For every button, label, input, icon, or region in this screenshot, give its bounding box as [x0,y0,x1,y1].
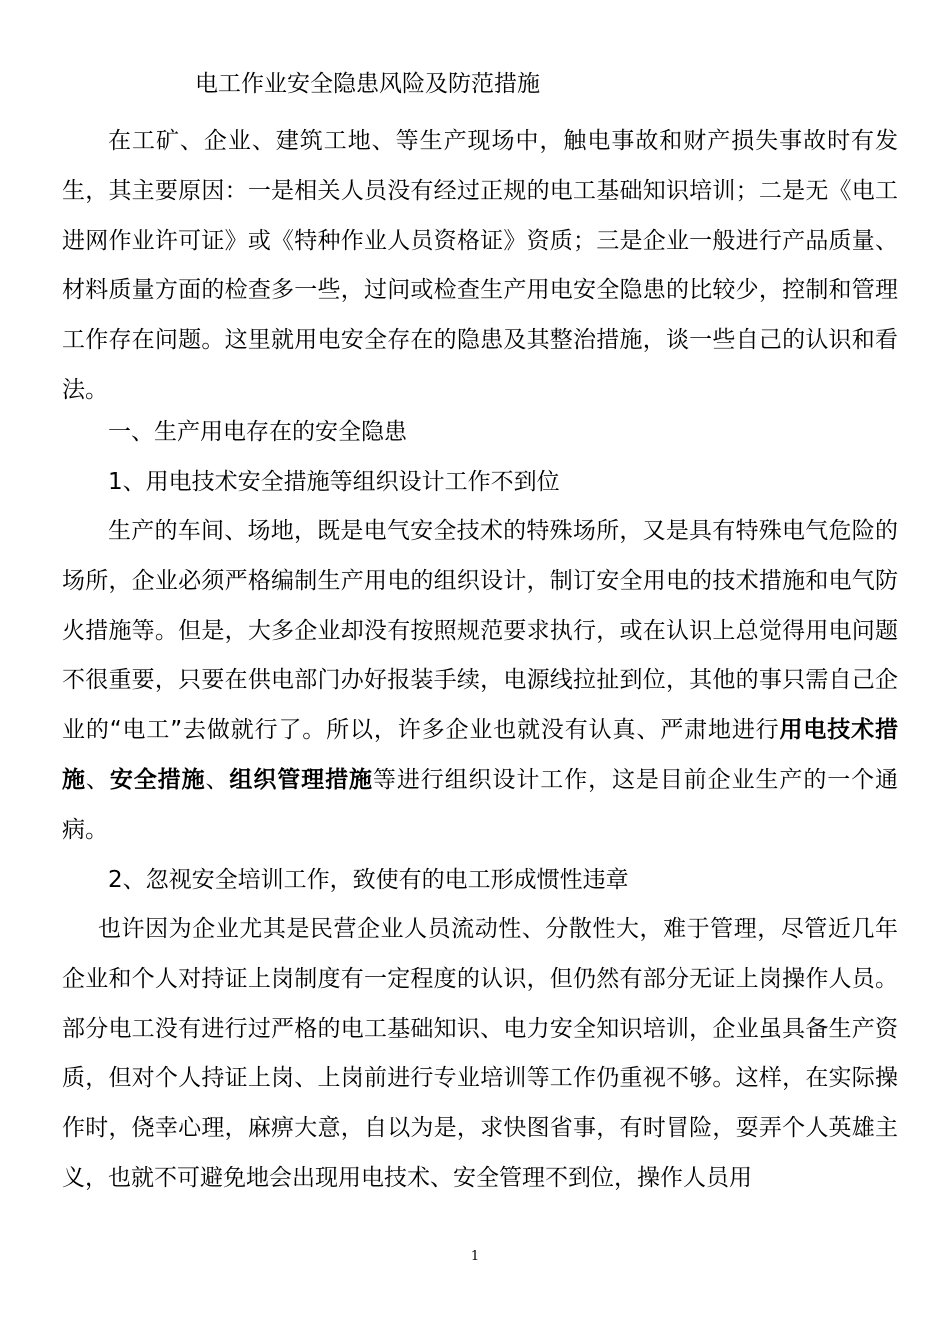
item-1-paragraph [62,507,898,856]
item-1-bold-term-1: 用电技术措施 [62,717,898,793]
item-1-separator-1: 、 [85,766,110,793]
section-heading: 一、生产用电存在的安全隐患 [108,419,407,445]
item-1-text-part1: 生产的车间、场地，既是电气安全技术的特殊场所，又是具有特殊电气危险的场所，企业必须严格编制生产用电的组织设计，制订安全用电的技术措施和电气防火措施等。但是，大多企业却没有按照规范要求执行，或在认识上总觉得用电问题不很重要，只要在供电部门办好报装手续，电源线拉扯到位，其他的事只需自己企业的“电工”去做就行了。所以，许多企业也就没有认真、严肃地进行 [62,518,898,744]
item-1-bold-term-2: 安全措施 [109,766,206,793]
item-1-heading: 1、用电技术安全措施等组织设计工作不到位 [108,469,560,495]
item-2-heading: 2、忽视安全培训工作，致使有的电工形成惯性违章 [108,867,629,893]
document-title: 电工作业安全隐患风险及防范措施 [195,71,540,97]
page-number: 1 [470,1249,480,1264]
item-1-text-part2: 等进行组织设计工作，这是目前企业生产的一个通病。 [62,766,899,843]
item-1-bold-term-3: 组织管理措施 [229,766,373,793]
item-2-paragraph: 也许因为企业尤其是民营企业人员流动性、分散性大，难于管理，尽管近几年企业和个人对持证上岗制度有一定程度的认识，但仍然有部分无证上岗操作人员。部分电工没有进行过严格的电工基础知识、电力安全知识培训，企业虽具备生产资质，但对个人持证上岗、上岗前进行专业培训等工作仍重视不够。这样，在实际操作时，侥幸心理，麻痹大意，自以为是，求快图省事，有时冒险，耍弄个人英雄主义，也就不可避免地会出现用电技术、安全管理不到位，操作人员用 [62,916,898,1191]
intro-paragraph: 在工矿、企业、建筑工地、等生产现场中，触电事故和财产损失事故时有发生，其主要原因：一是相关人员没有经过正规的电工基础知识培训；二是无《电工进网作业许可证》或《特种作业人员资格证》资质；三是企业一般进行产品质量、材料质量方面的检查多一些，过问或检查生产用电安全隐患的比较少，控制和管理工作存在问题。这里就用电安全存在的隐患及其整治措施，谈一些自己的认识和看法。 [62,128,898,403]
item-1-separator-2: 、 [205,766,230,793]
